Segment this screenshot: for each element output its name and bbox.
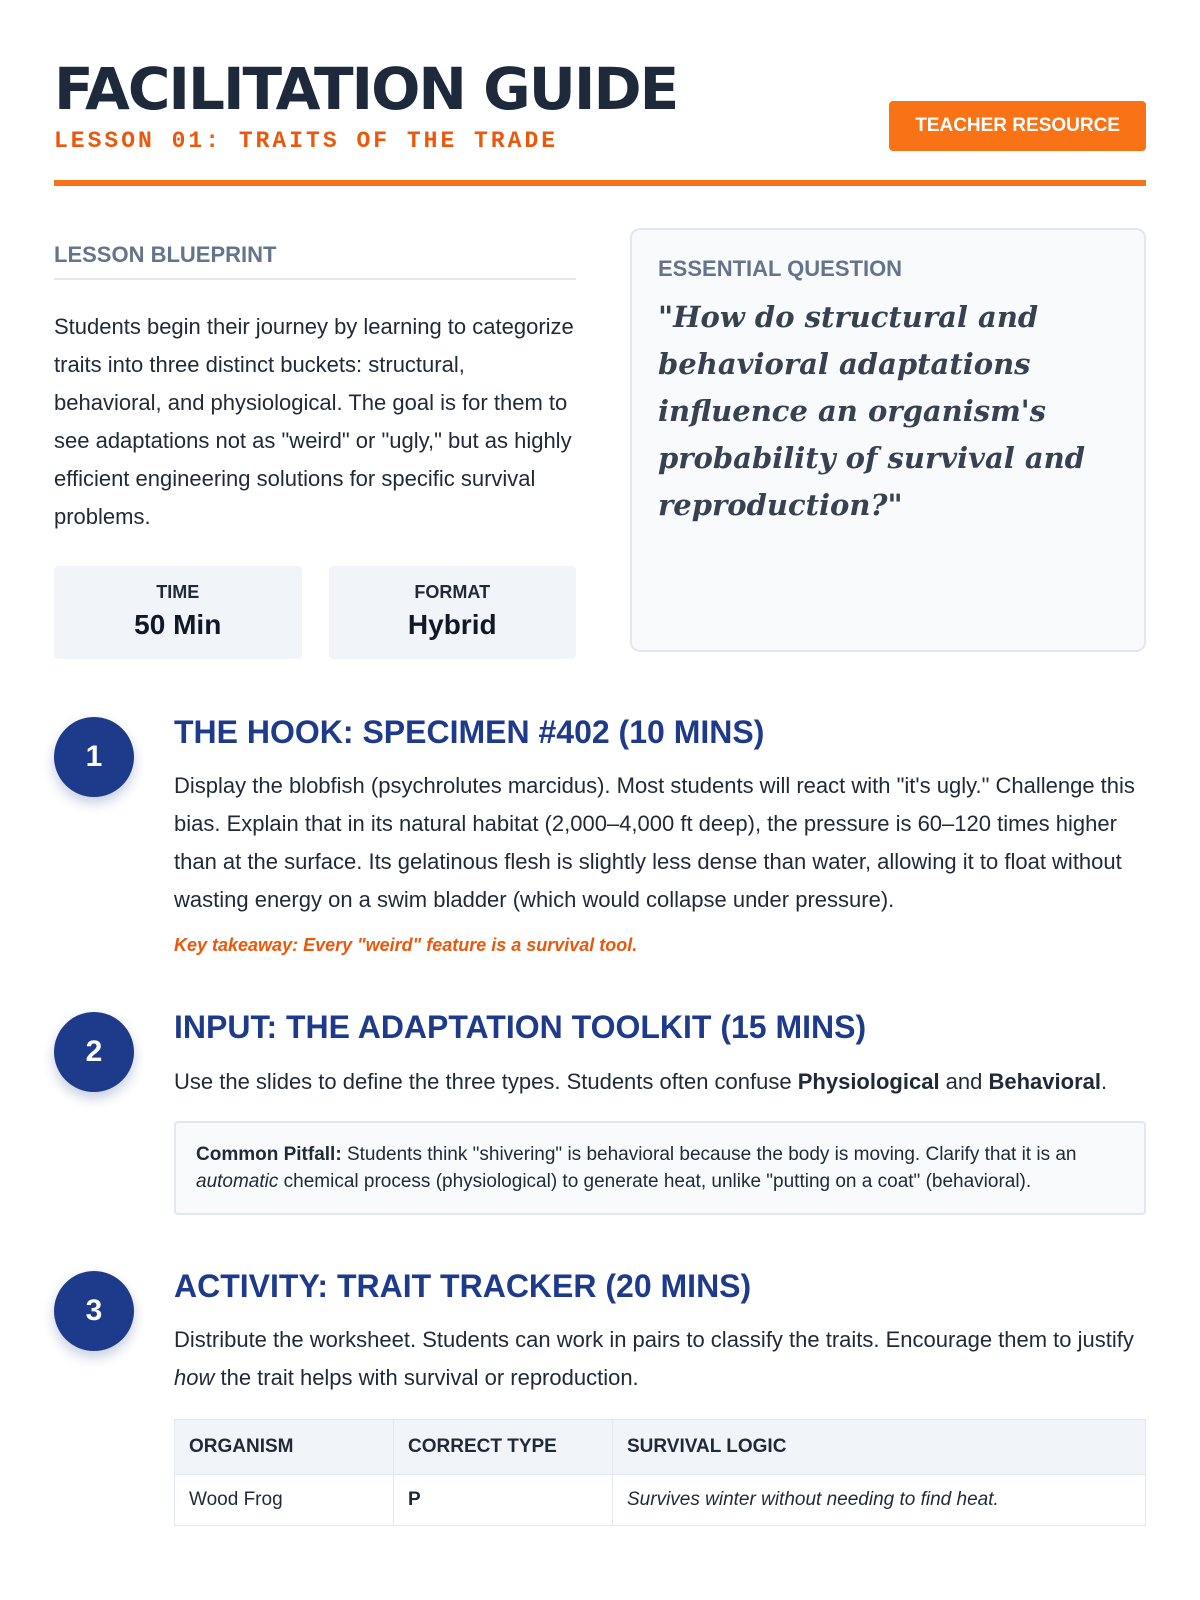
column-header-organism: ORGANISM: [175, 1420, 394, 1475]
stat-label: TIME: [156, 582, 200, 602]
pitfall-label: Common Pitfall:: [196, 1143, 342, 1165]
term-physiological: Physiological: [797, 1068, 940, 1094]
blueprint-label: LESSON BLUEPRINT: [54, 242, 576, 280]
pitfall-text: chemical process (physiological) to generate heat, unlike "putting on a coat" (behavioral).: [278, 1170, 1032, 1192]
stat-value: Hybrid: [407, 609, 497, 640]
pitfall-text: Students think "shivering" is behavioral because the body is moving. Clarify that it is an: [341, 1143, 1077, 1165]
step-number: 3: [54, 1271, 134, 1351]
step-body: [174, 713, 1146, 956]
organism-cell: Wood Frog: [175, 1475, 394, 1526]
step-text-part: .: [1101, 1068, 1108, 1094]
key-takeaway: Key takeaway: Every "weird" feature is a survival tool.: [174, 935, 638, 956]
step-title: ACTIVITY: TRAIT TRACKER (20 MINS): [174, 1267, 752, 1304]
stat-value: 50 Min: [134, 609, 222, 640]
step-text-part: Distribute the worksheet. Students can work in pairs to classify the traits. Encourage them to justify: [174, 1327, 1134, 1353]
step-text-part: the trait helps with survival or reproduction.: [214, 1365, 639, 1391]
title-block: [54, 54, 677, 154]
overview-row: [54, 242, 1146, 659]
step-body: [174, 1267, 1146, 1526]
type-cell: P: [394, 1475, 613, 1526]
step-3: [54, 1267, 1146, 1526]
step-title: THE HOOK: SPECIMEN #402 (10 MINS): [174, 714, 765, 750]
page-header: [54, 54, 1146, 186]
essential-question-text: "How do structural and behavioral adaptations influence an organism's probability of survival and reproduction?": [658, 300, 1086, 522]
stat-format: [329, 566, 577, 659]
step-text-part: and: [939, 1068, 989, 1094]
trait-tracker-table: [174, 1419, 1146, 1526]
column-header-type: CORRECT TYPE: [394, 1420, 613, 1475]
teacher-resource-badge: TEACHER RESOURCE: [889, 101, 1146, 151]
essential-question-box: [630, 228, 1146, 652]
table-row: [175, 1475, 1146, 1526]
column-header-logic: SURVIVAL LOGIC: [613, 1420, 1146, 1475]
table-header-row: [175, 1420, 1146, 1475]
blueprint-text: Students begin their journey by learning to categorize traits into three distinct buckets: structural, behavioral, and physiological. The goal is for them to see adaptations not as "weird" or "ugly," but as highly efficient engineering solutions for specific survival problems.: [54, 314, 574, 529]
step-number: 2: [54, 1012, 134, 1092]
step-text: [174, 1321, 1146, 1397]
lesson-subtitle: LESSON 01: TRAITS OF THE TRADE: [54, 128, 559, 154]
common-pitfall-box: [174, 1121, 1146, 1215]
essential-question-label: ESSENTIAL QUESTION: [658, 256, 903, 281]
term-behavioral: Behavioral: [988, 1068, 1101, 1094]
step-text: Display the blobfish (psychrolutes marcidus). Most students will react with "it's ugly." Challenge this bias. Explain that in its natural habitat (2,000–4,000 ft deep), the pressure is 60–120 times higher than at the surface. Its gelatinous flesh is slightly less dense than water, allowing it to float without wasting energy on a swim bladder (which would collapse under pressure).: [174, 773, 1135, 913]
step-body: [174, 1008, 1146, 1214]
logic-cell: Survives winter without needing to find heat.: [613, 1475, 1146, 1526]
step-number: 1: [54, 717, 134, 797]
stat-time: [54, 566, 302, 659]
page-title: FACILITATION GUIDE: [54, 55, 678, 123]
lesson-blueprint: [54, 242, 576, 659]
step-1: [54, 713, 1146, 956]
step-title: INPUT: THE ADAPTATION TOOLKIT (15 MINS): [174, 1009, 867, 1046]
step-text: [174, 1063, 1146, 1101]
stat-label: FORMAT: [414, 582, 491, 602]
step-2: [54, 1008, 1146, 1214]
step-text-part: Use the slides to define the three types. Students often confuse: [174, 1068, 798, 1094]
lesson-stats: [54, 566, 576, 659]
step-text-emphasis: how: [174, 1365, 215, 1391]
pitfall-emphasis: automatic: [196, 1170, 279, 1192]
